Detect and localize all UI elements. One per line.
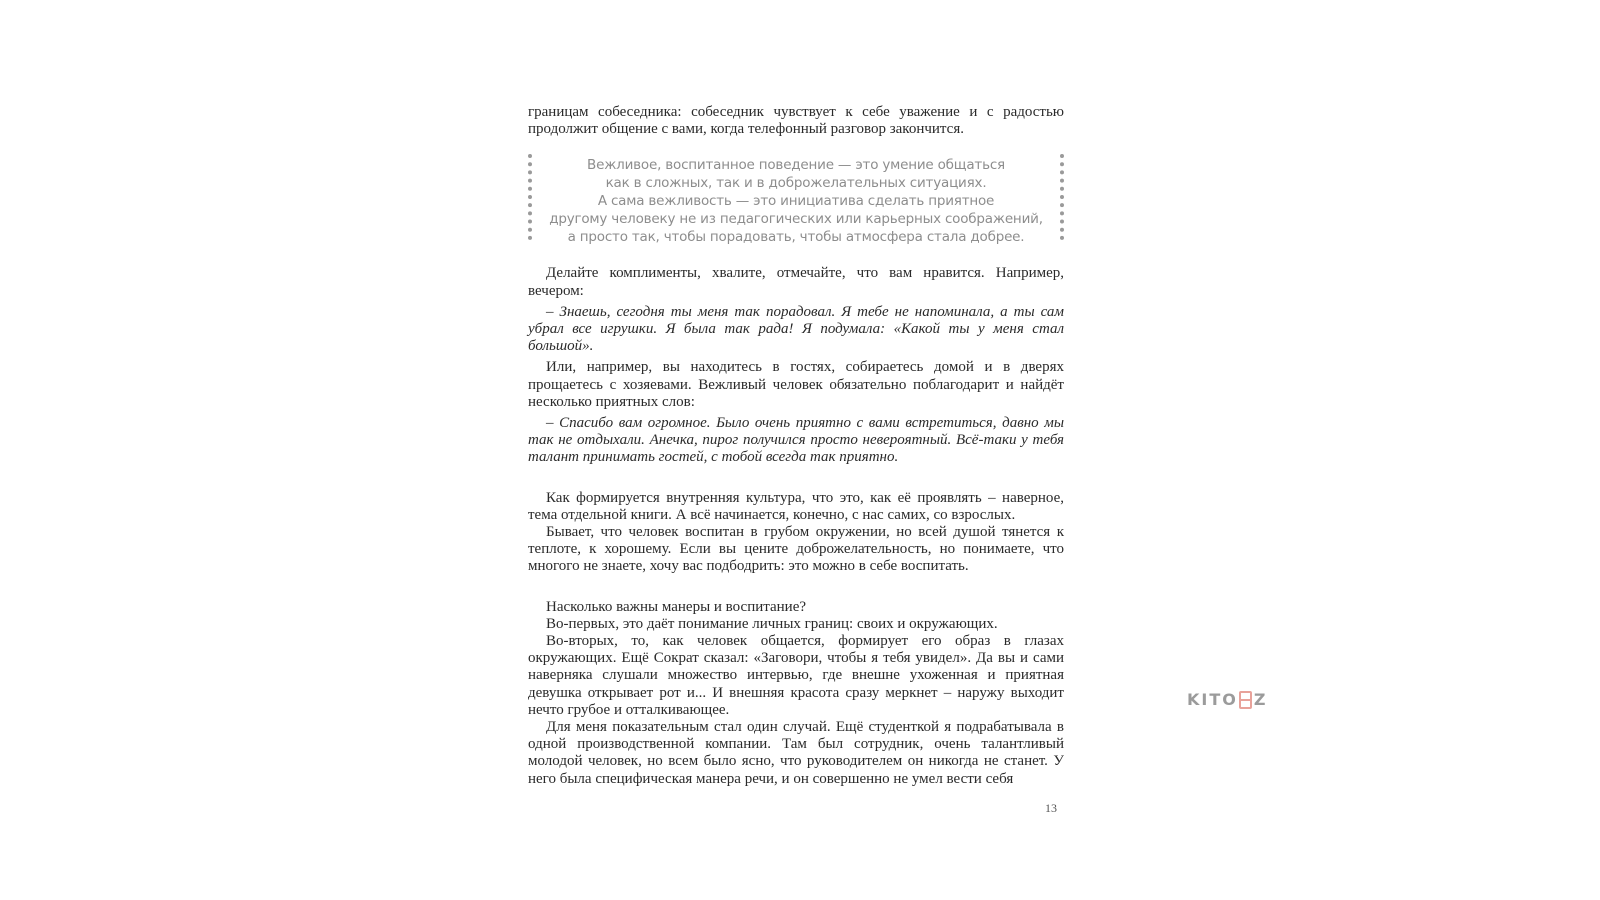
pull-quote (528, 154, 1064, 246)
paragraph-inner-culture: Как формируется внутренняя культура, что это, как её проявлять – наверное, тема отдельной книги. А всё начинается, конечно, с нас самих, со взрослых. (528, 489, 1064, 523)
dialogue-example-2: – Спасибо вам огромное. Было очень приятно с вами встретиться, давно мы так не отдыхали. Анечка, пирог получился просто невероятный. Всё-таки у тебя талант принимать гостей, с тобой всегда так приятно. (528, 415, 1064, 466)
paragraph-case: Для меня показательным стал один случай. Ещё студенткой я подрабатывала в одной производственной компании. Там был сотрудник, очень талантливый молодой человек, но всем было ясно, что руководителем он никогда не станет. У него была специфическая манера речи, и он совершенно не умел вести себя (528, 719, 1064, 787)
quote-line: Вежливое, воспитанное поведение — это умение общаться (587, 157, 1005, 174)
paragraph-compliments: Делайте комплименты, хвалите, отмечайте, что вам нравится. Например, вечером: (528, 265, 1064, 299)
book-icon (1239, 691, 1252, 709)
page-number: 13 (1045, 801, 1057, 815)
quote-line: как в сложных, так и в доброжелательных ситуациях. (605, 175, 987, 192)
paragraph-upbringing: Бывает, что человек воспитан в грубом окружении, но всей душой тянется к теплоте, к хорошему. Если вы цените доброжелательность, но понимаете, что многого не знаете, хочу вас подбодрить: это можно в себе воспитать. (528, 524, 1064, 575)
watermark-text-left: KITO (1187, 690, 1238, 709)
paragraph-intro: границам собеседника: собеседник чувствует к себе уважение и с радостью продолжит общение с вами, когда телефонный разговор закончится. (528, 104, 1064, 138)
watermark-logo (1187, 690, 1267, 709)
watermark-text-right: Z (1253, 690, 1268, 709)
quote-line: а просто так, чтобы порадовать, чтобы атмосфера стала добрее. (567, 229, 1025, 246)
paragraph-first: Во-первых, это даёт понимание личных границ: своих и окружающих. (546, 615, 998, 632)
pull-quote-text (528, 154, 1064, 246)
paragraph-question: Насколько важны манеры и воспитание? (546, 598, 807, 615)
paragraph-guests: Или, например, вы находитесь в гостях, собираетесь домой и в дверях прощаетесь с хозяевами. Вежливый человек обязательно поблагодарит и найдёт несколько приятных слов: (528, 359, 1064, 410)
dialogue-example-1: – Знаешь, сегодня ты меня так порадовал. Я тебе не напоминала, а ты сам убрал все игрушки. Я была так рада! Я подумала: «Какой ты у меня стал большой». (528, 303, 1064, 355)
quote-line: А сама вежливость — это инициатива сделать приятное (597, 193, 995, 210)
paragraph-second: Во-вторых, то, как человек общается, формирует его образ в глазах окружающих. Ещё Сократ сказал: «Заговори, чтобы я тебя увидел». Да вы и сами наверняка слушали множество интервью, где внешне ухоженная и приятная девушка открывает рот и... И внешняя красота сразу меркнет – наружу выходит нечто грубое и отталкивающее. (528, 633, 1064, 718)
quote-dotted-border-right (1060, 154, 1064, 240)
book-page (528, 104, 1064, 788)
quote-line: другому человеку не из педагогических или карьерных соображений, (549, 211, 1043, 228)
quote-dotted-border-left (528, 154, 532, 240)
